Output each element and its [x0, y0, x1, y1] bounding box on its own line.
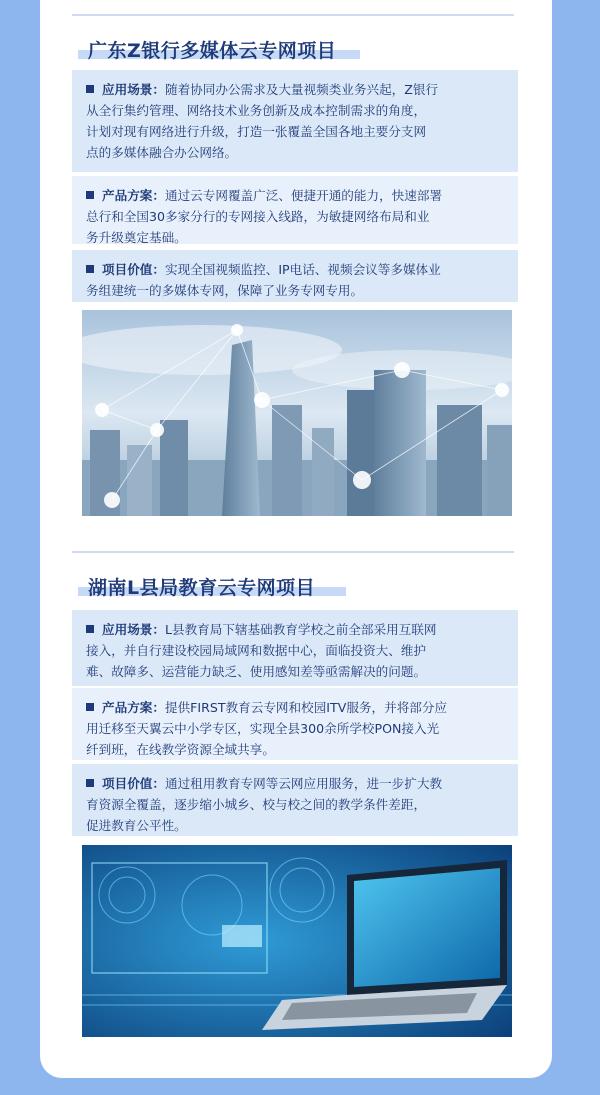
- square-bullet-icon: [86, 779, 94, 787]
- block-text: 纤到班，在线教学资源全域共享。: [86, 742, 275, 757]
- section-divider: [72, 14, 514, 16]
- section-title: 湖南L县局教育云专网项目: [88, 577, 316, 599]
- block-text: 提供FIRST教育云专网和校园ITV服务，并将部分应: [164, 700, 448, 715]
- block-text: 计划对现有网络进行升级，打造一张覆盖全国各地主要分支网: [86, 124, 427, 139]
- block-label: 项目价值：: [102, 776, 165, 791]
- block-text: 通过云专网覆盖广泛、便捷开通的能力，快速部署: [164, 188, 443, 203]
- block-text: 接入，并自行建设校园局域网和数据中心，面临投资大、维护: [86, 643, 427, 658]
- section-title: 广东Z银行多媒体云专网项目: [88, 40, 337, 62]
- info-block-scenario: [72, 610, 518, 686]
- square-bullet-icon: [86, 85, 94, 93]
- block-text: 用迁移至天翼云中小学专区，实现全县300余所学校PON接入光: [86, 721, 440, 736]
- info-block-value: [72, 250, 518, 302]
- block-text: 总行和全国30多家分行的专网接入线路，为敏捷网络布局和业: [86, 209, 430, 224]
- info-block-value: [72, 764, 518, 836]
- block-text: L县教育局下辖基础教育学校之前全部采用互联网: [164, 622, 437, 637]
- square-bullet-icon: [86, 703, 94, 711]
- block-text: 通过租用教育专网等云网应用服务，进一步扩大教: [164, 776, 443, 791]
- block-label: 项目价值：: [102, 262, 165, 277]
- info-block-solution: [72, 176, 518, 244]
- block-text: 育资源全覆盖，逐步缩小城乡、校与校之间的教学条件差距，: [86, 797, 427, 812]
- block-text: 务组建统一的多媒体专网，保障了业务专网专用。: [86, 283, 364, 298]
- block-text: 随着协同办公需求及大量视频类业务兴起，Z银行: [164, 82, 439, 97]
- block-label: 产品方案：: [102, 188, 165, 203]
- section-title-wrap: [72, 36, 352, 63]
- block-text: 促进教育公平性。: [86, 818, 187, 833]
- square-bullet-icon: [86, 265, 94, 273]
- block-label: 应用场景：: [102, 622, 165, 637]
- square-bullet-icon: [86, 191, 94, 199]
- info-block-solution: [72, 688, 518, 760]
- laptop-tech-photo: [82, 845, 512, 1037]
- section-title-wrap: [72, 573, 331, 600]
- square-bullet-icon: [86, 625, 94, 633]
- block-text: 点的多媒体融合办公网络。: [86, 145, 238, 160]
- block-label: 应用场景：: [102, 82, 165, 97]
- info-block-scenario: [72, 70, 518, 172]
- section-divider: [72, 551, 514, 553]
- block-label: 产品方案：: [102, 700, 165, 715]
- city-network-photo: [82, 310, 512, 516]
- block-text: 难、故障多、运营能力缺乏、使用感知差等亟需解决的问题。: [86, 664, 427, 679]
- block-text: 务升级奠定基础。: [86, 230, 187, 245]
- block-text: 实现全国视频监控、IP电话、视频会议等多媒体业: [164, 262, 441, 277]
- block-text: 从全行集约管理、网络技术业务创新及成本控制需求的角度，: [86, 103, 427, 118]
